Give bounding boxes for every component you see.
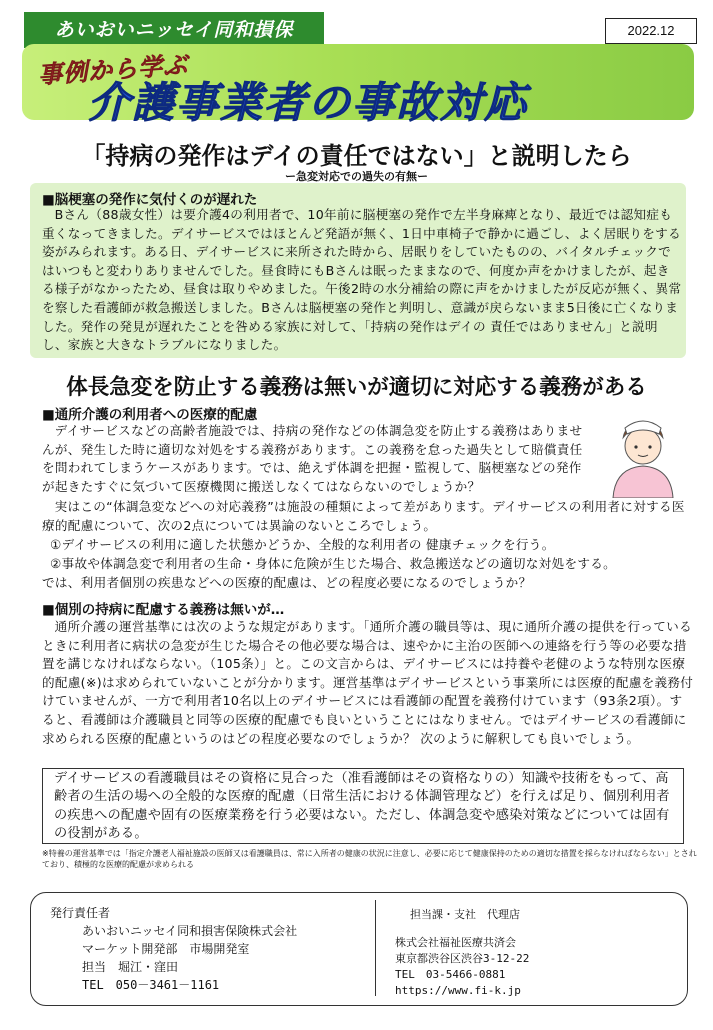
case-title: ■脳梗塞の発作に気付くのが遅れた xyxy=(42,192,258,208)
agent-name: 株式会社福祉医療共済会 xyxy=(395,936,516,949)
publisher-company: あいおいニッセイ同和損害保険株式会社 xyxy=(82,924,298,938)
nurse-illustration-icon xyxy=(603,408,683,498)
issue-date: 2022.12 xyxy=(605,18,697,44)
article-headline: 「持病の発作はデイの責任ではない」と説明したら xyxy=(81,142,632,170)
brand-label: あいおいニッセイ同和損保 xyxy=(24,12,324,48)
footnote: ※特養の運営基準では「指定介護老人福祉施設の医師又は看護職員は、常に入所者の健康の状況に注意し、必要に応じて健康保持のための適切な措置を採らなければならない」とされており、積極的な医療的配慮が求められる xyxy=(42,849,697,869)
section1-paragraph2: 実はこの“体調急変などへの対応義務”は施設の種類によって差があります。デイサービスの利用者に対する医療的配慮について、次の2点については異論のないところでしょう。 xyxy=(42,499,685,533)
article-subheading: ー急変対応での過失の有無ー xyxy=(285,170,428,183)
publisher-staff: 担当 堀江・窪田 xyxy=(82,960,179,974)
conclusion-text: デイサービスの看護職員はその資格に見合った（准看護師はその資格なりの）知識や技術をもって、高齢者の生活の場への全般的な医療的配慮（日常生活における体調管理など）を行えば足り、個別利用者の疾患への配慮や固有の医療業務を行う必要はない。ただし、体調急変や感染対策などについては固有の役割がある。 xyxy=(54,771,670,842)
publisher-department: マーケット開発部 市場開発室 xyxy=(82,942,250,956)
section2-body: 通所介護の運営基準には次のような規定があります。「通所介護の職員等は、現に通所介護の提供を行っているときに利用者に病状の急変が生じた場合その他必要な場合は、速やかに主治の医師への連絡を行う等の必要な措置を講じなければならない。（105条）」と。この文言からは、デイサービスには持養や老健のような特別な医療的配慮(※)は求められていないことが分かります。運営基準はデイサービスという事業所には医療的配慮を義務付けていませんが、一方で利用者10名以上のデイサービスには看護師の配置を義務付けています（93条2項）。すると、看護師は介護職員と同等の医療的配慮でも良いということにはなりません。ではデイサービスの看護師に求められる医療的配慮というのはどの程度必要なのでしょうか？ 次のように解釈しても良いでしょう。 xyxy=(42,619,694,746)
agent-website-link[interactable]: https://www.fi-k.jp xyxy=(395,984,521,997)
section1-paragraph1: デイサービスなどの高齢者施設では、持病の発作などの体調急変を防止する義務はありませんが、発生した時に適切な対処をする義務があります。この義務を怠った過失として賠償責任を問われてしまうケースがあります。では、絶えず体調を把握・監視して、脳梗塞などの発作が起きたすぐに気づいて医療機関に搬送しなくてはならないのでしょうか？ xyxy=(42,423,583,494)
agent-label: 担当課・支社 代理店 xyxy=(410,908,520,921)
publisher-phone: TEL 050－3461－1161 xyxy=(82,978,220,992)
banner-subtitle: 事例から学ぶ xyxy=(37,50,189,90)
main-heading: 体長急変を防止する義務は無いが適切に対応する義務がある xyxy=(66,375,647,400)
section2-title: ■個別の持病に配慮する義務は無いが… xyxy=(42,602,285,618)
footer-divider xyxy=(375,900,376,996)
section1-list-item-1: ①デイサービスの利用に適した状態かどうか、全般的な利用者の 健康チェックを行う。 xyxy=(50,537,555,552)
section1-paragraph3: では、利用者個別の疾患などへの医療的配慮は、どの程度必要になるのでしょうか？ xyxy=(42,575,532,590)
agent-phone: TEL 03-5466-0881 xyxy=(395,968,506,981)
agent-address: 東京都渋谷区渋谷3-12-22 xyxy=(395,952,530,965)
section1-title: ■通所介護の利用者への医療的配慮 xyxy=(42,407,258,423)
case-body: Bさん（88歳女性）は要介護4の利用者で、10年前に脳梗塞の発作で左半身麻痺となり、最近では認知症も重くなってきました。デイサービスではほとんど発語が無く、1日中車椅子で静かに過ごし、よく居眠りをする姿がみられます。ある日、デイサービスに来所された時から、居眠りをしていたものの、バイタルチェックではいつもと変わりありませんでした。昼食時にもBさんは眠ったままなので、何度か声をかけましたが、起きる様子がなかったため、昼食は取りやめました。午後2時の水分補給の際に声をかけましたが反応が無く、異常を察した看護師が救急搬送しました。Bさんは脳梗塞の発作と判明し、意識が戻らないまま5日後に亡くなりました。発作の発見が遅れたことを咎める家族に対して、「持病の発作はデイの 責任ではありません」と説明し、家族と大きなトラブルになりました。 xyxy=(42,207,682,353)
banner-title: 介護事業者の事故対応 xyxy=(88,78,529,127)
section1-list-item-2: ②事故や体調急変で利用者の生命・身体に危険が生じた場合、救急搬送などの適切な対処をする。 xyxy=(50,556,617,571)
publisher-label: 発行責任者 xyxy=(50,906,111,920)
